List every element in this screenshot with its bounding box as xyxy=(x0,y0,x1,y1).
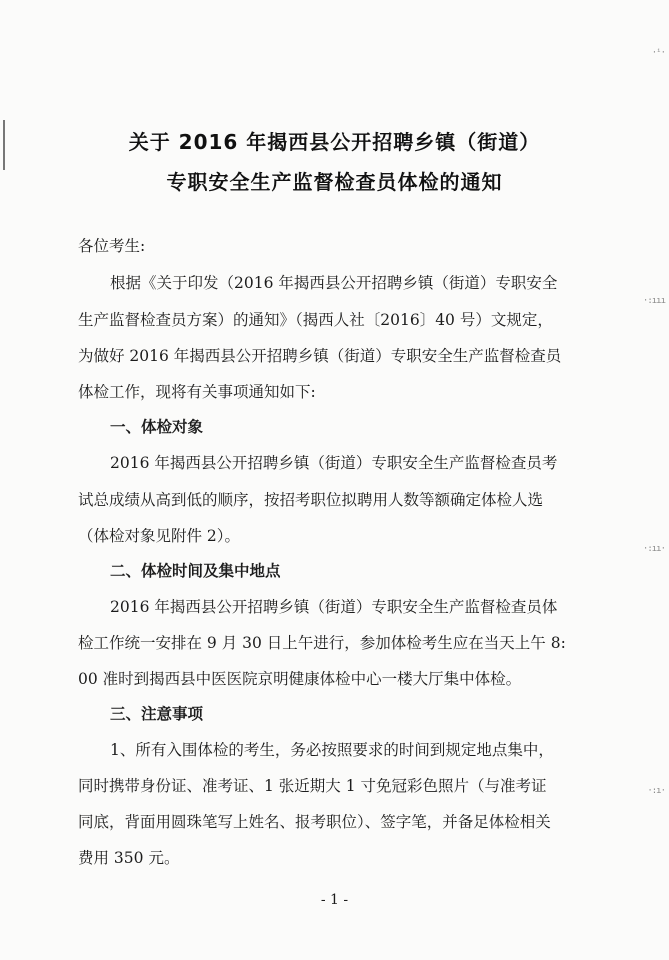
notice-title-line2: 专职安全生产监督检查员体检的通知 xyxy=(166,170,503,194)
section1-line: 试总成绩从高到低的顺序，按招考职位拟聘用人数等额确定体检人选 xyxy=(78,491,544,509)
scan-margin-mark: ·:ııı xyxy=(642,296,665,306)
section3-line: 同时携带身份证、准考证、1 张近期大 1 寸免冠彩色照片（与准考证 xyxy=(78,777,547,795)
section2-line: 检工作统一安排在 9 月 30 日上午进行，参加体检考生应在当天上午 8: xyxy=(78,634,566,652)
section1-heading: 一、体检对象 xyxy=(110,418,204,436)
salutation: 各位考生: xyxy=(78,237,146,255)
scan-margin-mark: ·:ı· xyxy=(647,786,665,796)
section3-line: 1、所有入围体检的考生，务必按照要求的时间到规定地点集中， xyxy=(110,741,554,759)
section3-line: 费用 350 元。 xyxy=(78,849,180,867)
section2-heading: 二、体检时间及集中地点 xyxy=(110,562,281,580)
section3-heading: 三、注意事项 xyxy=(110,705,204,723)
page-number: - 1 - xyxy=(320,892,349,908)
intro-line: 体检工作，现将有关事项通知如下: xyxy=(78,383,316,401)
notice-title-line1: 关于 2016 年揭西县公开招聘乡镇（街道） xyxy=(128,130,541,154)
section3-line: 同底，背面用圆珠笔写上姓名、报考职位）、签字笔，并备足体检相关 xyxy=(78,813,551,831)
section2-line: 00 准时到揭西县中医医院京明健康体检中心一楼大厅集中体检。 xyxy=(78,670,522,688)
intro-line: 为做好 2016 年揭西县公开招聘乡镇（街道）专职安全生产监督检查员 xyxy=(78,347,562,365)
section1-line: （体检对象见附件 2）。 xyxy=(78,527,241,545)
section1-line: 2016 年揭西县公开招聘乡镇（街道）专职安全生产监督检查员考 xyxy=(110,454,558,472)
scan-margin-mark: ·:ıı· xyxy=(642,544,665,554)
intro-line: 生产监督检查员方案）的通知》（揭西人社〔2016〕40 号）文规定， xyxy=(78,311,553,329)
intro-line: 根据《关于印发（2016 年揭西县公开招聘乡镇（街道）专职安全 xyxy=(110,274,558,292)
scan-margin-mark: ·ⁱ· xyxy=(651,48,665,58)
section2-line: 2016 年揭西县公开招聘乡镇（街道）专职安全生产监督检查员体 xyxy=(110,598,558,616)
